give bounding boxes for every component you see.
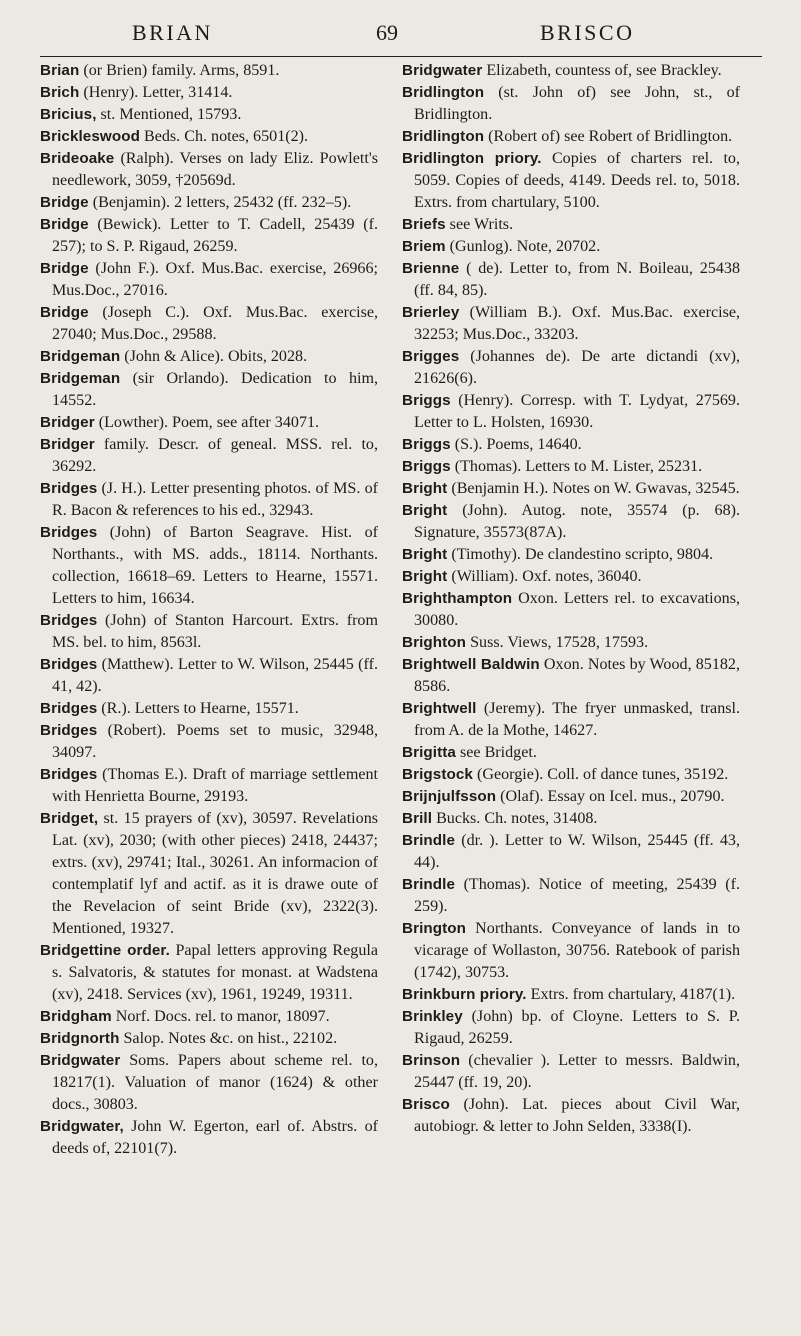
index-entry bbox=[402, 786, 740, 808]
index-entry bbox=[402, 984, 740, 1006]
index-entry bbox=[402, 1006, 740, 1050]
entry-heading: Brightwell Baldwin bbox=[402, 656, 540, 673]
entry-text: Norf. Docs. rel. to manor, 18097. bbox=[111, 1008, 330, 1025]
entry-text: (Robert). Poems set to music, 32948, 34097. bbox=[52, 722, 378, 761]
index-entry bbox=[40, 654, 378, 698]
entry-text: (R.). Letters to Hearne, 15571. bbox=[97, 700, 299, 717]
entry-text: Elizabeth, countess of, see Brackley. bbox=[482, 62, 722, 79]
entry-text: (John) of Stanton Harcourt. Extrs. from MS. bel. to him, 8563l. bbox=[52, 612, 378, 651]
index-entry bbox=[402, 654, 740, 698]
index-entry bbox=[40, 60, 378, 82]
entry-heading: Bridgeman bbox=[40, 370, 121, 387]
entry-text: see Bridget. bbox=[455, 744, 537, 761]
index-entry bbox=[402, 742, 740, 764]
entry-text: Suss. Views, 17528, 17593. bbox=[466, 634, 649, 651]
index-entry bbox=[402, 346, 740, 390]
entry-text: (Robert of) see Robert of Bridlington. bbox=[484, 128, 733, 145]
entry-heading: Brisco bbox=[402, 1096, 450, 1113]
entry-heading: Bridlington bbox=[402, 84, 485, 101]
entry-heading: Bridge bbox=[40, 216, 89, 233]
entry-text: (John & Alice). Obits, 2028. bbox=[120, 348, 308, 365]
entry-heading: Briefs bbox=[402, 216, 446, 233]
entry-text: (S.). Poems, 14640. bbox=[450, 436, 582, 453]
entry-heading: Bright bbox=[402, 546, 448, 563]
index-entry bbox=[402, 82, 740, 126]
entry-text: (Henry). Corresp. with T. Lydyat, 27569. Letter to L. Holsten, 16930. bbox=[414, 392, 740, 431]
entry-heading: Briem bbox=[402, 238, 446, 255]
entry-text: Bucks. Ch. notes, 31408. bbox=[432, 810, 598, 827]
index-entry bbox=[402, 60, 740, 82]
entry-heading: Brierley bbox=[402, 304, 460, 321]
entry-heading: Bridlington priory. bbox=[402, 150, 542, 167]
entry-heading: Brigitta bbox=[402, 744, 456, 761]
running-header bbox=[40, 14, 761, 46]
index-entry bbox=[40, 104, 378, 126]
entry-text: Copies of charters rel. to, 5059. Copies of deeds, 4149. Deeds rel. to, 5018. Extrs. from chartulary, 5100. bbox=[414, 150, 740, 211]
index-entry bbox=[40, 1028, 378, 1050]
entry-heading: Brigges bbox=[402, 348, 460, 365]
entry-text: (John). Autog. note, 35574 (p. 68). Signature, 35573(87A). bbox=[414, 502, 740, 541]
entry-heading: Bridge bbox=[40, 304, 89, 321]
entry-text: (Timothy). De clandestino scripto, 9804. bbox=[447, 546, 714, 563]
index-entry bbox=[40, 1006, 378, 1028]
entry-heading: Bridger bbox=[40, 414, 95, 431]
index-entry bbox=[40, 126, 378, 148]
index-entry bbox=[40, 1050, 378, 1116]
entry-heading: Bridges bbox=[40, 700, 98, 717]
entry-text: (Joseph C.). Oxf. Mus.Bac. exercise, 27040; Mus.Doc., 29588. bbox=[52, 304, 378, 343]
entry-heading: Brijnjulfsson bbox=[402, 788, 497, 805]
entry-heading: Bridgwater, bbox=[40, 1118, 124, 1135]
entry-text: Northants. Conveyance of lands in to vicarage of Wollaston, 30756. Ratebook of parish (1742), 30753. bbox=[414, 920, 740, 981]
header-last-entry: BRISCO bbox=[540, 20, 635, 45]
index-entry bbox=[40, 258, 378, 302]
entry-heading: Brigstock bbox=[402, 766, 473, 783]
entry-text: (Thomas E.). Draft of marriage settlement with Henrietta Bourne, 29193. bbox=[52, 766, 378, 805]
entry-heading: Bridlington bbox=[402, 128, 485, 145]
entry-text: (Olaf). Essay on Icel. mus., 20790. bbox=[496, 788, 725, 805]
entry-text: (chevalier ). Letter to messrs. Baldwin, 25447 (ff. 19, 20). bbox=[414, 1052, 740, 1091]
index-entry bbox=[402, 148, 740, 214]
entry-heading: Brideoake bbox=[40, 150, 115, 167]
entry-text: (Benjamin H.). Notes on W. Gwavas, 32545. bbox=[447, 480, 740, 497]
entry-text: (Bewick). Letter to T. Cadell, 25439 (f. 257); to S. P. Rigaud, 26259. bbox=[52, 216, 378, 255]
page-number: 69 bbox=[376, 20, 398, 45]
entry-heading: Bridges bbox=[40, 480, 98, 497]
entry-heading: Bridger bbox=[40, 436, 95, 453]
entry-heading: Briggs bbox=[402, 458, 451, 475]
entry-text: family. Descr. of geneal. MSS. rel. to, 36292. bbox=[52, 436, 378, 475]
entry-text: (dr. ). Letter to W. Wilson, 25445 (ff. 43, 44). bbox=[414, 832, 740, 871]
index-entry bbox=[402, 544, 740, 566]
index-entry bbox=[402, 126, 740, 148]
index-entry bbox=[402, 808, 740, 830]
index-entry bbox=[402, 456, 740, 478]
index-entry bbox=[40, 1116, 378, 1160]
header-rule bbox=[40, 56, 762, 57]
entry-heading: Brighton bbox=[402, 634, 467, 651]
entry-heading: Bridges bbox=[40, 722, 98, 739]
entry-heading: Brienne bbox=[402, 260, 460, 277]
entry-text: Beds. Ch. notes, 6501(2). bbox=[139, 128, 309, 145]
left-column bbox=[40, 60, 378, 1160]
entry-text: (John F.). Oxf. Mus.Bac. exercise, 26966; Mus.Doc., 27016. bbox=[52, 260, 378, 299]
entry-heading: Bridge bbox=[40, 194, 89, 211]
entry-text: (John) bp. of Cloyne. Letters to S. P. Rigaud, 26259. bbox=[414, 1008, 740, 1047]
entry-heading: Brindle bbox=[402, 832, 456, 849]
index-entry bbox=[40, 148, 378, 192]
index-entry bbox=[402, 302, 740, 346]
entry-heading: Bright bbox=[402, 568, 448, 585]
entry-text: see Writs. bbox=[445, 216, 514, 233]
entry-text: (John). Lat. pieces about Civil War, autobiogr. & letter to John Selden, 3338(I). bbox=[414, 1096, 740, 1135]
index-entry bbox=[40, 346, 378, 368]
entry-text: st. 15 prayers of (xv), 30597. Revelations Lat. (xv), 2030; (with other pieces) 2418, 24437; extrs. (xv), 29741; Ital., 30261. An informacion of contemplatif lyf and actif. as it is drawe oute of the Revelacion of seint Bride (xv), 2322(3). Mentioned, 19327. bbox=[52, 810, 378, 937]
entry-text: (Matthew). Letter to W. Wilson, 25445 (ff. 41, 42). bbox=[52, 656, 378, 695]
entry-text: (Lowther). Poem, see after 34071. bbox=[94, 414, 320, 431]
entry-text: Oxon. Letters rel. to excavations, 30080. bbox=[414, 590, 740, 629]
entry-text: (Jeremy). The fryer unmasked, transl. from A. de la Mothe, 14627. bbox=[414, 700, 740, 739]
index-entry bbox=[402, 874, 740, 918]
index-entry bbox=[40, 478, 378, 522]
entry-heading: Brinkley bbox=[402, 1008, 463, 1025]
index-entry bbox=[402, 698, 740, 742]
entry-heading: Brill bbox=[402, 810, 433, 827]
index-entry bbox=[40, 368, 378, 412]
entry-heading: Bridgeman bbox=[40, 348, 121, 365]
index-entry bbox=[40, 214, 378, 258]
index-entry bbox=[40, 82, 378, 104]
entry-text: Extrs. from chartulary, 4187(1). bbox=[526, 986, 736, 1003]
entry-text: ( de). Letter to, from N. Boileau, 25438 (ff. 84, 85). bbox=[414, 260, 740, 299]
index-entry bbox=[40, 720, 378, 764]
index-entry bbox=[402, 434, 740, 456]
entry-heading: Bridges bbox=[40, 524, 98, 541]
index-entry bbox=[40, 764, 378, 808]
entry-text: (Gunlog). Note, 20702. bbox=[445, 238, 601, 255]
entry-heading: Bridgwater bbox=[402, 62, 483, 79]
entry-heading: Bridges bbox=[40, 766, 98, 783]
index-entry bbox=[402, 214, 740, 236]
entry-heading: Brinkburn priory. bbox=[402, 986, 527, 1003]
entry-text: (Ralph). Verses on lady Eliz. Powlett's needlework, 3059, †20569d. bbox=[52, 150, 378, 189]
entry-text: (William B.). Oxf. Mus.Bac. exercise, 32253; Mus.Doc., 33203. bbox=[414, 304, 740, 343]
entry-heading: Brian bbox=[40, 62, 80, 79]
index-entry bbox=[40, 610, 378, 654]
header-first-entry: BRIAN bbox=[132, 20, 213, 45]
entry-heading: Briggs bbox=[402, 392, 451, 409]
entry-text: Oxon. Notes by Wood, 85182, 8586. bbox=[414, 656, 740, 695]
index-entry bbox=[40, 302, 378, 346]
entry-text: Papal letters approving Regula s. Salvatoris, & statutes for monast. at Wadstena (xv), 2418. Services (xv), 1961, 19249, 19311. bbox=[52, 942, 378, 1003]
index-entry bbox=[402, 258, 740, 302]
entry-heading: Bridgettine order. bbox=[40, 942, 170, 959]
entry-heading: Brightwell bbox=[402, 700, 477, 717]
index-entry bbox=[402, 390, 740, 434]
entry-heading: Brindle bbox=[402, 876, 456, 893]
entry-heading: Brighthampton bbox=[402, 590, 513, 607]
entry-heading: Bridges bbox=[40, 656, 98, 673]
index-entry bbox=[40, 522, 378, 610]
index-entry bbox=[40, 412, 378, 434]
entry-text: (John) of Barton Seagrave. Hist. of Northants., with MS. adds., 18114. Northants. collection, 16618–69. Letters to Hearne, 15571. Letters to him, 16634. bbox=[52, 524, 378, 607]
entry-text: (J. H.). Letter presenting photos. of MS. of R. Bacon & references to his ed., 32943. bbox=[52, 480, 378, 519]
entry-text: (Henry). Letter, 31414. bbox=[79, 84, 233, 101]
index-entry bbox=[402, 632, 740, 654]
index-entry bbox=[402, 588, 740, 632]
entry-text: (Thomas). Letters to M. Lister, 25231. bbox=[450, 458, 703, 475]
entry-text: (Benjamin). 2 letters, 25432 (ff. 232–5). bbox=[88, 194, 352, 211]
index-entry bbox=[402, 918, 740, 984]
right-column bbox=[402, 60, 740, 1138]
entry-heading: Brinson bbox=[402, 1052, 461, 1069]
entry-text: (Johannes de). De arte dictandi (xv), 21626(6). bbox=[414, 348, 740, 387]
index-entry bbox=[402, 236, 740, 258]
entry-heading: Bridgnorth bbox=[40, 1030, 120, 1047]
entry-text: (Georgie). Coll. of dance tunes, 35192. bbox=[472, 766, 729, 783]
entry-text: (Thomas). Notice of meeting, 25439 (f. 259). bbox=[414, 876, 740, 915]
entry-heading: Brickleswood bbox=[40, 128, 140, 145]
entry-text: Soms. Papers about scheme rel. to, 18217(1). Valuation of manor (1624) & other docs., 30803. bbox=[52, 1052, 378, 1113]
entry-text: (or Brien) family. Arms, 8591. bbox=[79, 62, 280, 79]
index-entry bbox=[402, 1050, 740, 1094]
index-entry bbox=[402, 830, 740, 874]
entry-heading: Bridges bbox=[40, 612, 98, 629]
entry-text: st. Mentioned, 15793. bbox=[96, 106, 242, 123]
index-entry bbox=[402, 566, 740, 588]
entry-heading: Briggs bbox=[402, 436, 451, 453]
index-entry bbox=[402, 478, 740, 500]
index-entry bbox=[402, 764, 740, 786]
entry-heading: Bright bbox=[402, 502, 448, 519]
index-entry bbox=[40, 434, 378, 478]
entry-heading: Bridget, bbox=[40, 810, 99, 827]
entry-heading: Brich bbox=[40, 84, 80, 101]
index-entry bbox=[40, 698, 378, 720]
index-entry bbox=[402, 1094, 740, 1138]
entry-text: (William). Oxf. notes, 36040. bbox=[447, 568, 642, 585]
index-entry bbox=[40, 192, 378, 214]
index-entry bbox=[40, 940, 378, 1006]
entry-heading: Bridge bbox=[40, 260, 89, 277]
entry-heading: Brington bbox=[402, 920, 467, 937]
entry-text: (st. John of) see John, st., of Bridlington. bbox=[414, 84, 740, 123]
entry-text: (sir Orlando). Dedication to him, 14552. bbox=[52, 370, 378, 409]
entry-heading: Bridgwater bbox=[40, 1052, 121, 1069]
entry-heading: Bricius, bbox=[40, 106, 97, 123]
entry-text: John W. Egerton, earl of. Abstrs. of deeds of, 22101(7). bbox=[52, 1118, 378, 1157]
index-entry bbox=[402, 500, 740, 544]
entry-text: Salop. Notes &c. on hist., 22102. bbox=[119, 1030, 338, 1047]
index-entry bbox=[40, 808, 378, 940]
entry-heading: Bright bbox=[402, 480, 448, 497]
entry-heading: Bridgham bbox=[40, 1008, 112, 1025]
